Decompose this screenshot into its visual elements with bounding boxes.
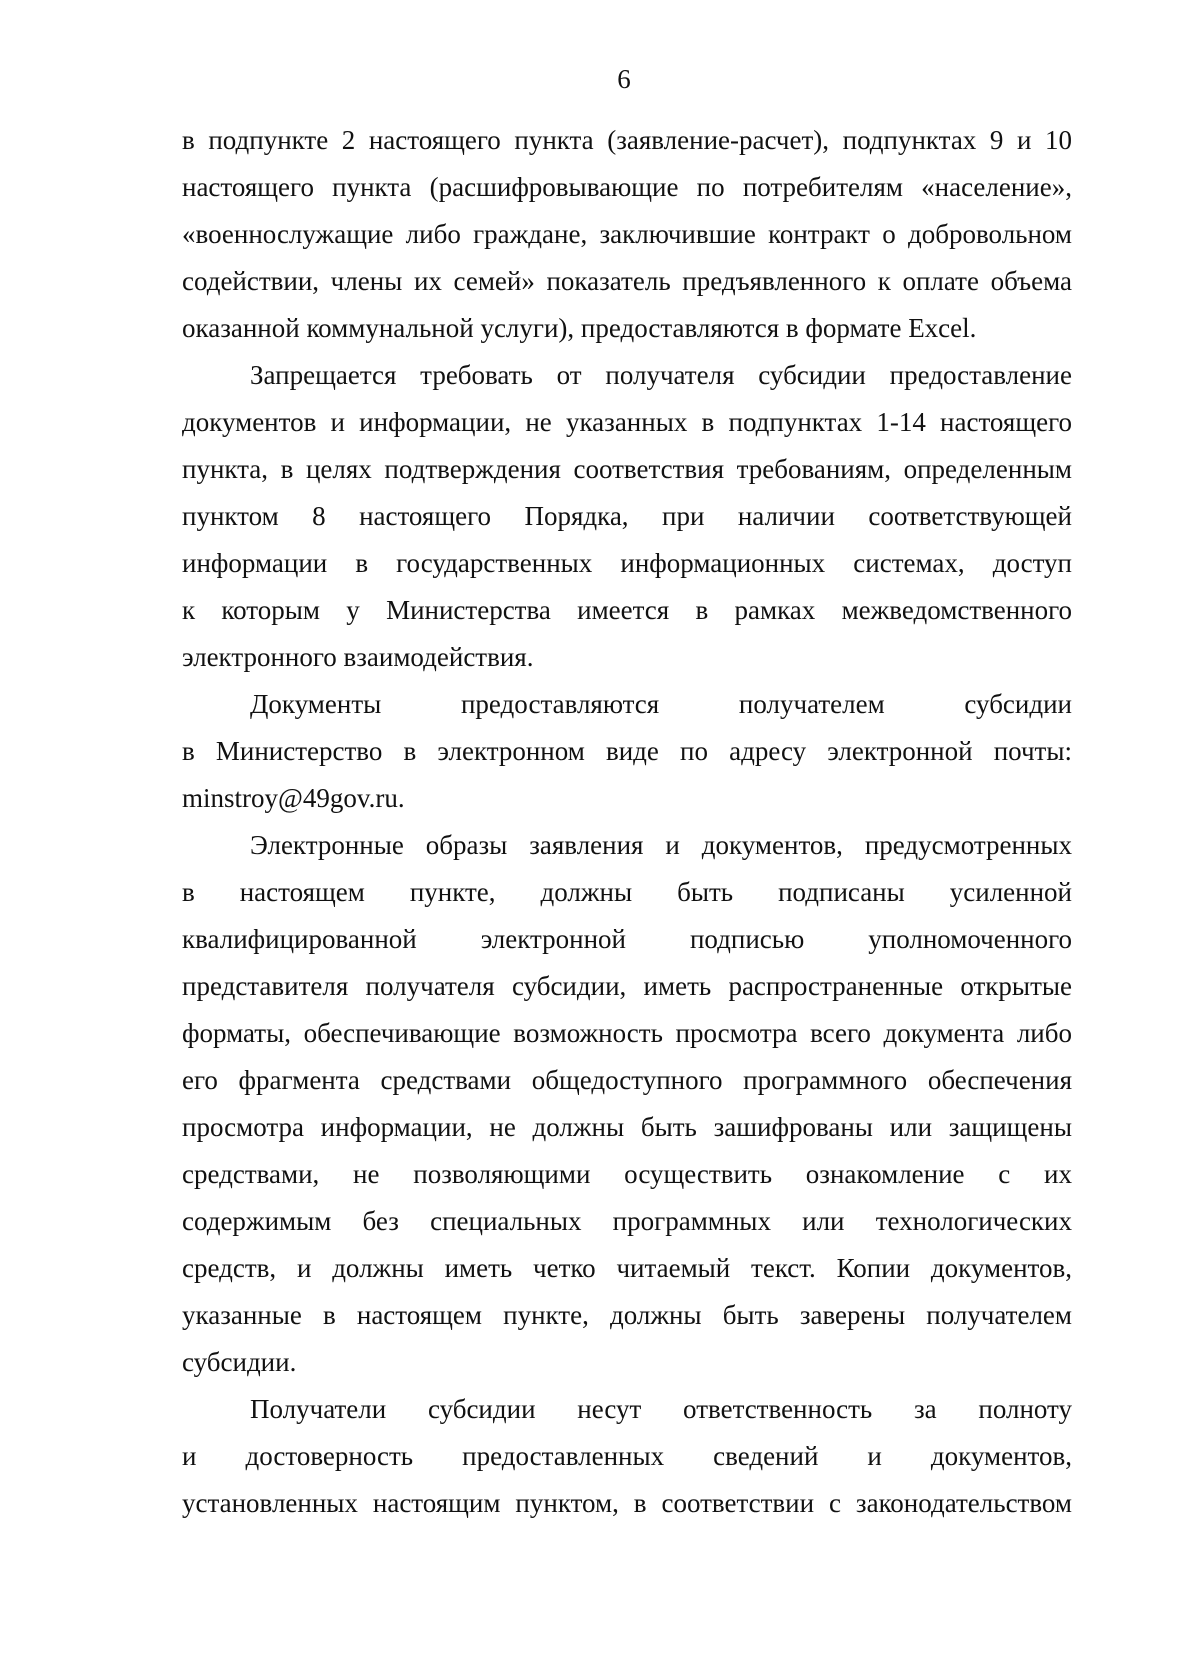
- text-line: в настоящем пункте, должны быть подписаны усиленной: [182, 877, 1072, 907]
- text-line: в Министерство в электронном виде по адресу электронной почты:: [182, 736, 1072, 766]
- text-line: Получатели субсидии несут ответственность за полноту: [250, 1394, 1072, 1424]
- text-line: электронного взаимодействия.: [182, 642, 534, 672]
- text-line: установленных настоящим пунктом, в соответствии с законодательством: [182, 1488, 1072, 1518]
- paragraph: [182, 352, 1072, 681]
- text-line: пунктом 8 настоящего Порядка, при наличии соответствующей: [182, 501, 1072, 531]
- paragraph: [182, 681, 1072, 822]
- text-line: к которым у Министерства имеется в рамках межведомственного: [182, 595, 1072, 625]
- document-body: [182, 117, 1072, 1527]
- text-line: «военнослужащие либо граждане, заключившие контракт о добровольном: [182, 219, 1072, 249]
- text-line: и достоверность предоставленных сведений и документов,: [182, 1441, 1072, 1471]
- text-line: в подпункте 2 настоящего пункта (заявление-расчет), подпунктах 9 и 10: [182, 125, 1072, 155]
- text-line: субсидии.: [182, 1347, 297, 1377]
- text-line: квалифицированной электронной подписью уполномоченного: [182, 924, 1072, 954]
- email-address: minstroy@49gov.ru.: [182, 783, 405, 813]
- text-line: форматы, обеспечивающие возможность просмотра всего документа либо: [182, 1018, 1072, 1048]
- text-line: Запрещается требовать от получателя субсидии предоставление: [250, 360, 1072, 390]
- text-line: документов и информации, не указанных в подпунктах 1-14 настоящего: [182, 407, 1072, 437]
- text-line: оказанной коммунальной услуги), предоставляются в формате Excel.: [182, 313, 977, 343]
- text-line: указанные в настоящем пункте, должны быть заверены получателем: [182, 1300, 1072, 1330]
- text-line: представителя получателя субсидии, иметь распространенные открытые: [182, 971, 1072, 1001]
- text-line: просмотра информации, не должны быть зашифрованы или защищены: [182, 1112, 1072, 1142]
- text-line: содержимым без специальных программных или технологических: [182, 1206, 1072, 1236]
- text-line: содействии, члены их семей» показатель предъявленного к оплате объема: [182, 266, 1072, 296]
- text-line: Документы предоставляются получателем субсидии: [250, 689, 1072, 719]
- paragraph: [182, 117, 1072, 352]
- paragraph: [182, 1386, 1072, 1527]
- text-line: информации в государственных информационных системах, доступ: [182, 548, 1072, 578]
- page-number: 6: [617, 64, 631, 94]
- text-line: пункта, в целях подтверждения соответствия требованиям, определенным: [182, 454, 1072, 484]
- paragraph: [182, 822, 1072, 1386]
- text-line: настоящего пункта (расшифровывающие по потребителям «население»,: [182, 172, 1072, 202]
- text-line: Электронные образы заявления и документов, предусмотренных: [250, 830, 1072, 860]
- text-line: средств, и должны иметь четко читаемый текст. Копии документов,: [182, 1253, 1072, 1283]
- text-line: средствами, не позволяющими осуществить ознакомление с их: [182, 1159, 1072, 1189]
- text-line: его фрагмента средствами общедоступного программного обеспечения: [182, 1065, 1072, 1095]
